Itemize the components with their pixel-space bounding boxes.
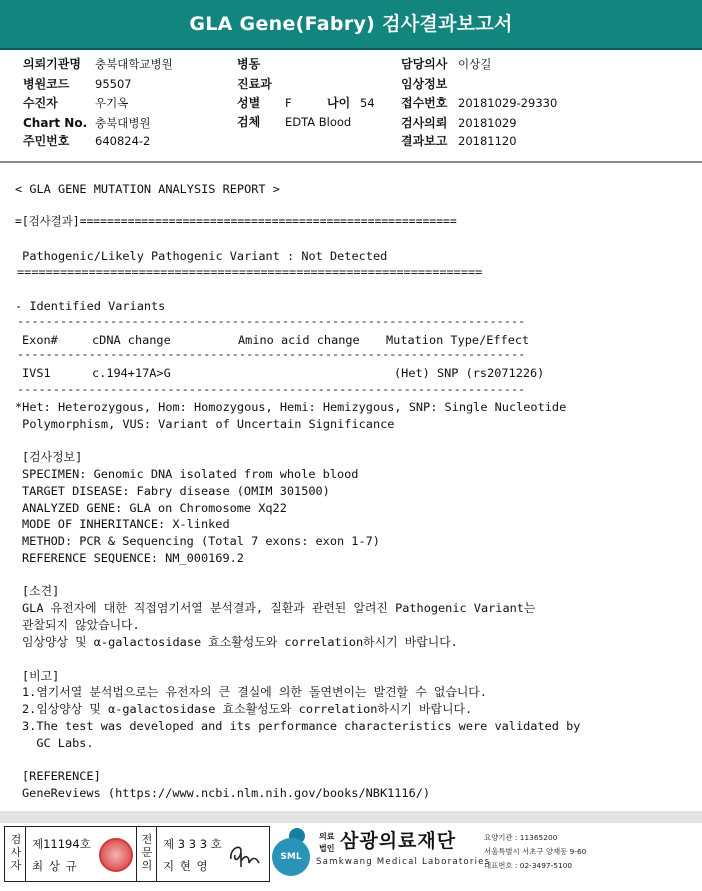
header-label: 접수번호 [401, 96, 448, 110]
header-label: 의뢰기관명 [23, 57, 81, 71]
org-info-line: 대표번호 : 02-3497-5100 [484, 861, 573, 870]
info-line: REFERENCE SEQUENCE: NM_000169.2 [22, 551, 244, 565]
header-label: 병동 [237, 57, 261, 71]
remark-title: [비고] [22, 669, 60, 683]
header-value: 충북대학교병원 [95, 57, 173, 71]
double-rule: ================================================================= [17, 267, 483, 277]
remark-line: GC Labs. [22, 736, 94, 750]
org-info-line: 서울특별시 서초구 양재동 9-60 [484, 847, 587, 856]
col-header-cdna: cDNA change [92, 333, 171, 347]
signature-box [4, 826, 270, 882]
org-english-name: Samkwang Medical Laboratories [316, 857, 491, 867]
report-heading: < GLA GENE MUTATION ANALYSIS REPORT > [15, 182, 280, 196]
header-label: 검사의뢰 [401, 116, 448, 130]
remark-line: 2.임상양상 및 α-galactosidase 효소활성도와 correlation하시기 바랍니다. [22, 702, 473, 716]
header-value: 54 [360, 96, 375, 110]
col-header-amino-acid: Amino acid change [238, 333, 360, 347]
org-corp-label: 의료 [319, 832, 335, 841]
box-divider [136, 827, 137, 881]
info-line: ANALYZED GENE: GLA on Chromosome Xq22 [22, 501, 287, 515]
cell-mutation-type: (Het) SNP (rs2071226) [394, 366, 545, 380]
box-divider [25, 827, 26, 881]
tester-seal-icon [99, 838, 133, 872]
header-value: 20181029-29330 [458, 96, 558, 110]
doctor-license-no: 제 3 3 3 호 [163, 837, 222, 851]
info-line: METHOD: PCR & Sequencing (Total 7 exons: exon 1-7) [22, 534, 380, 548]
reference-line: GeneReviews (https://www.ncbi.nlm.nih.gov/books/NBK1116/) [22, 786, 431, 800]
tester-license-no: 제11194호 [32, 837, 91, 851]
abbrev-line: *Het: Heterozygous, Hom: Homozygous, Hemi: Hemizygous, SNP: Single Nucleotide [15, 400, 567, 414]
opinion-title: [소견] [22, 584, 60, 598]
info-line: MODE OF INHERITANCE: X-linked [22, 517, 230, 531]
org-info-line: 요양기관 : 11365200 [484, 833, 558, 842]
doctor-name: 지 현 영 [163, 859, 209, 873]
header-label: 수진자 [23, 96, 58, 110]
header-label: 병원코드 [23, 77, 70, 91]
org-name: 삼광의료재단 [340, 830, 457, 852]
header-label: 나이 [327, 96, 351, 110]
remark-line: 3.The test was developed and its performance characteristics were validated by [22, 719, 581, 733]
header-divider [0, 161, 702, 163]
table-rule: ----------------------------------------------------------------------- [17, 349, 526, 359]
col-header-exon: Exon# [22, 333, 58, 347]
header-value: 20181029 [458, 116, 517, 130]
info-title: [검사정보] [22, 450, 83, 464]
logo-text: SML [280, 852, 302, 862]
opinion-line: 관찰되지 않았습니다. [22, 618, 140, 632]
table-rule: ----------------------------------------------------------------------- [17, 384, 526, 394]
doctor-label-text: 전문의 [141, 833, 153, 872]
header-label: 검체 [237, 115, 261, 129]
header-value: 20181120 [458, 134, 517, 148]
abbrev-line: Polymorphism, VUS: Variant of Uncertain Significance [15, 417, 395, 431]
doctor-signature-icon [227, 839, 263, 871]
result-summary: Pathogenic/Likely Pathogenic Variant : Not Detected [15, 249, 388, 263]
header-label: 담당의사 [401, 57, 448, 71]
identified-variants-title: - Identified Variants [15, 299, 166, 313]
header-label: 주민번호 [23, 134, 70, 148]
header-value: F [285, 96, 292, 110]
logo-icon [272, 838, 310, 876]
header-value: EDTA Blood [285, 115, 352, 129]
tester-label [8, 833, 24, 872]
remark-line: 1.염기서열 분석법으로는 유전자의 큰 결실에 의한 돌연변이는 발견할 수 없습니다. [22, 685, 487, 699]
header-value: 640824-2 [95, 134, 151, 148]
header-label: 성별 [237, 96, 261, 110]
report-title: GLA Gene(Fabry) 검사결과보고서 [0, 0, 702, 50]
box-divider [156, 827, 157, 881]
table-rule: ----------------------------------------------------------------------- [17, 316, 526, 326]
header-value: 95507 [95, 77, 132, 91]
tester-label-text: 검사자 [10, 833, 22, 872]
cell-exon: IVS1 [22, 366, 51, 380]
header-label: 진료과 [237, 77, 272, 91]
org-corp-label: 법인 [319, 844, 335, 853]
header-label: Chart No. [23, 116, 88, 130]
header-value: 충북대병원 [95, 116, 151, 130]
info-line: SPECIMEN: Genomic DNA isolated from whole blood [22, 467, 359, 481]
header-value: 이상길 [458, 57, 492, 71]
info-line: TARGET DISEASE: Fabry disease (OMIM 301500) [22, 484, 330, 498]
result-section-header: =[검사결과]======================================================= [15, 214, 457, 228]
opinion-line: GLA 유전자에 대한 직접염기서열 분석결과, 질환과 관련된 알려진 Pathogenic Variant는 [22, 601, 536, 615]
col-header-mutation-type: Mutation Type/Effect [386, 333, 530, 347]
header-value: 우기옥 [95, 96, 129, 110]
footer-divider [0, 811, 702, 823]
opinion-line: 임상양상 및 α-galactosidase 효소활성도와 correlation하시기 바랍니다. [22, 635, 458, 649]
doctor-label [139, 833, 155, 872]
reference-title: [REFERENCE] [22, 769, 101, 783]
header-label: 결과보고 [401, 134, 448, 148]
tester-name: 최 상 규 [32, 859, 78, 873]
header-label: 임상정보 [401, 77, 448, 91]
cell-cdna: c.194+17A>G [92, 366, 171, 380]
